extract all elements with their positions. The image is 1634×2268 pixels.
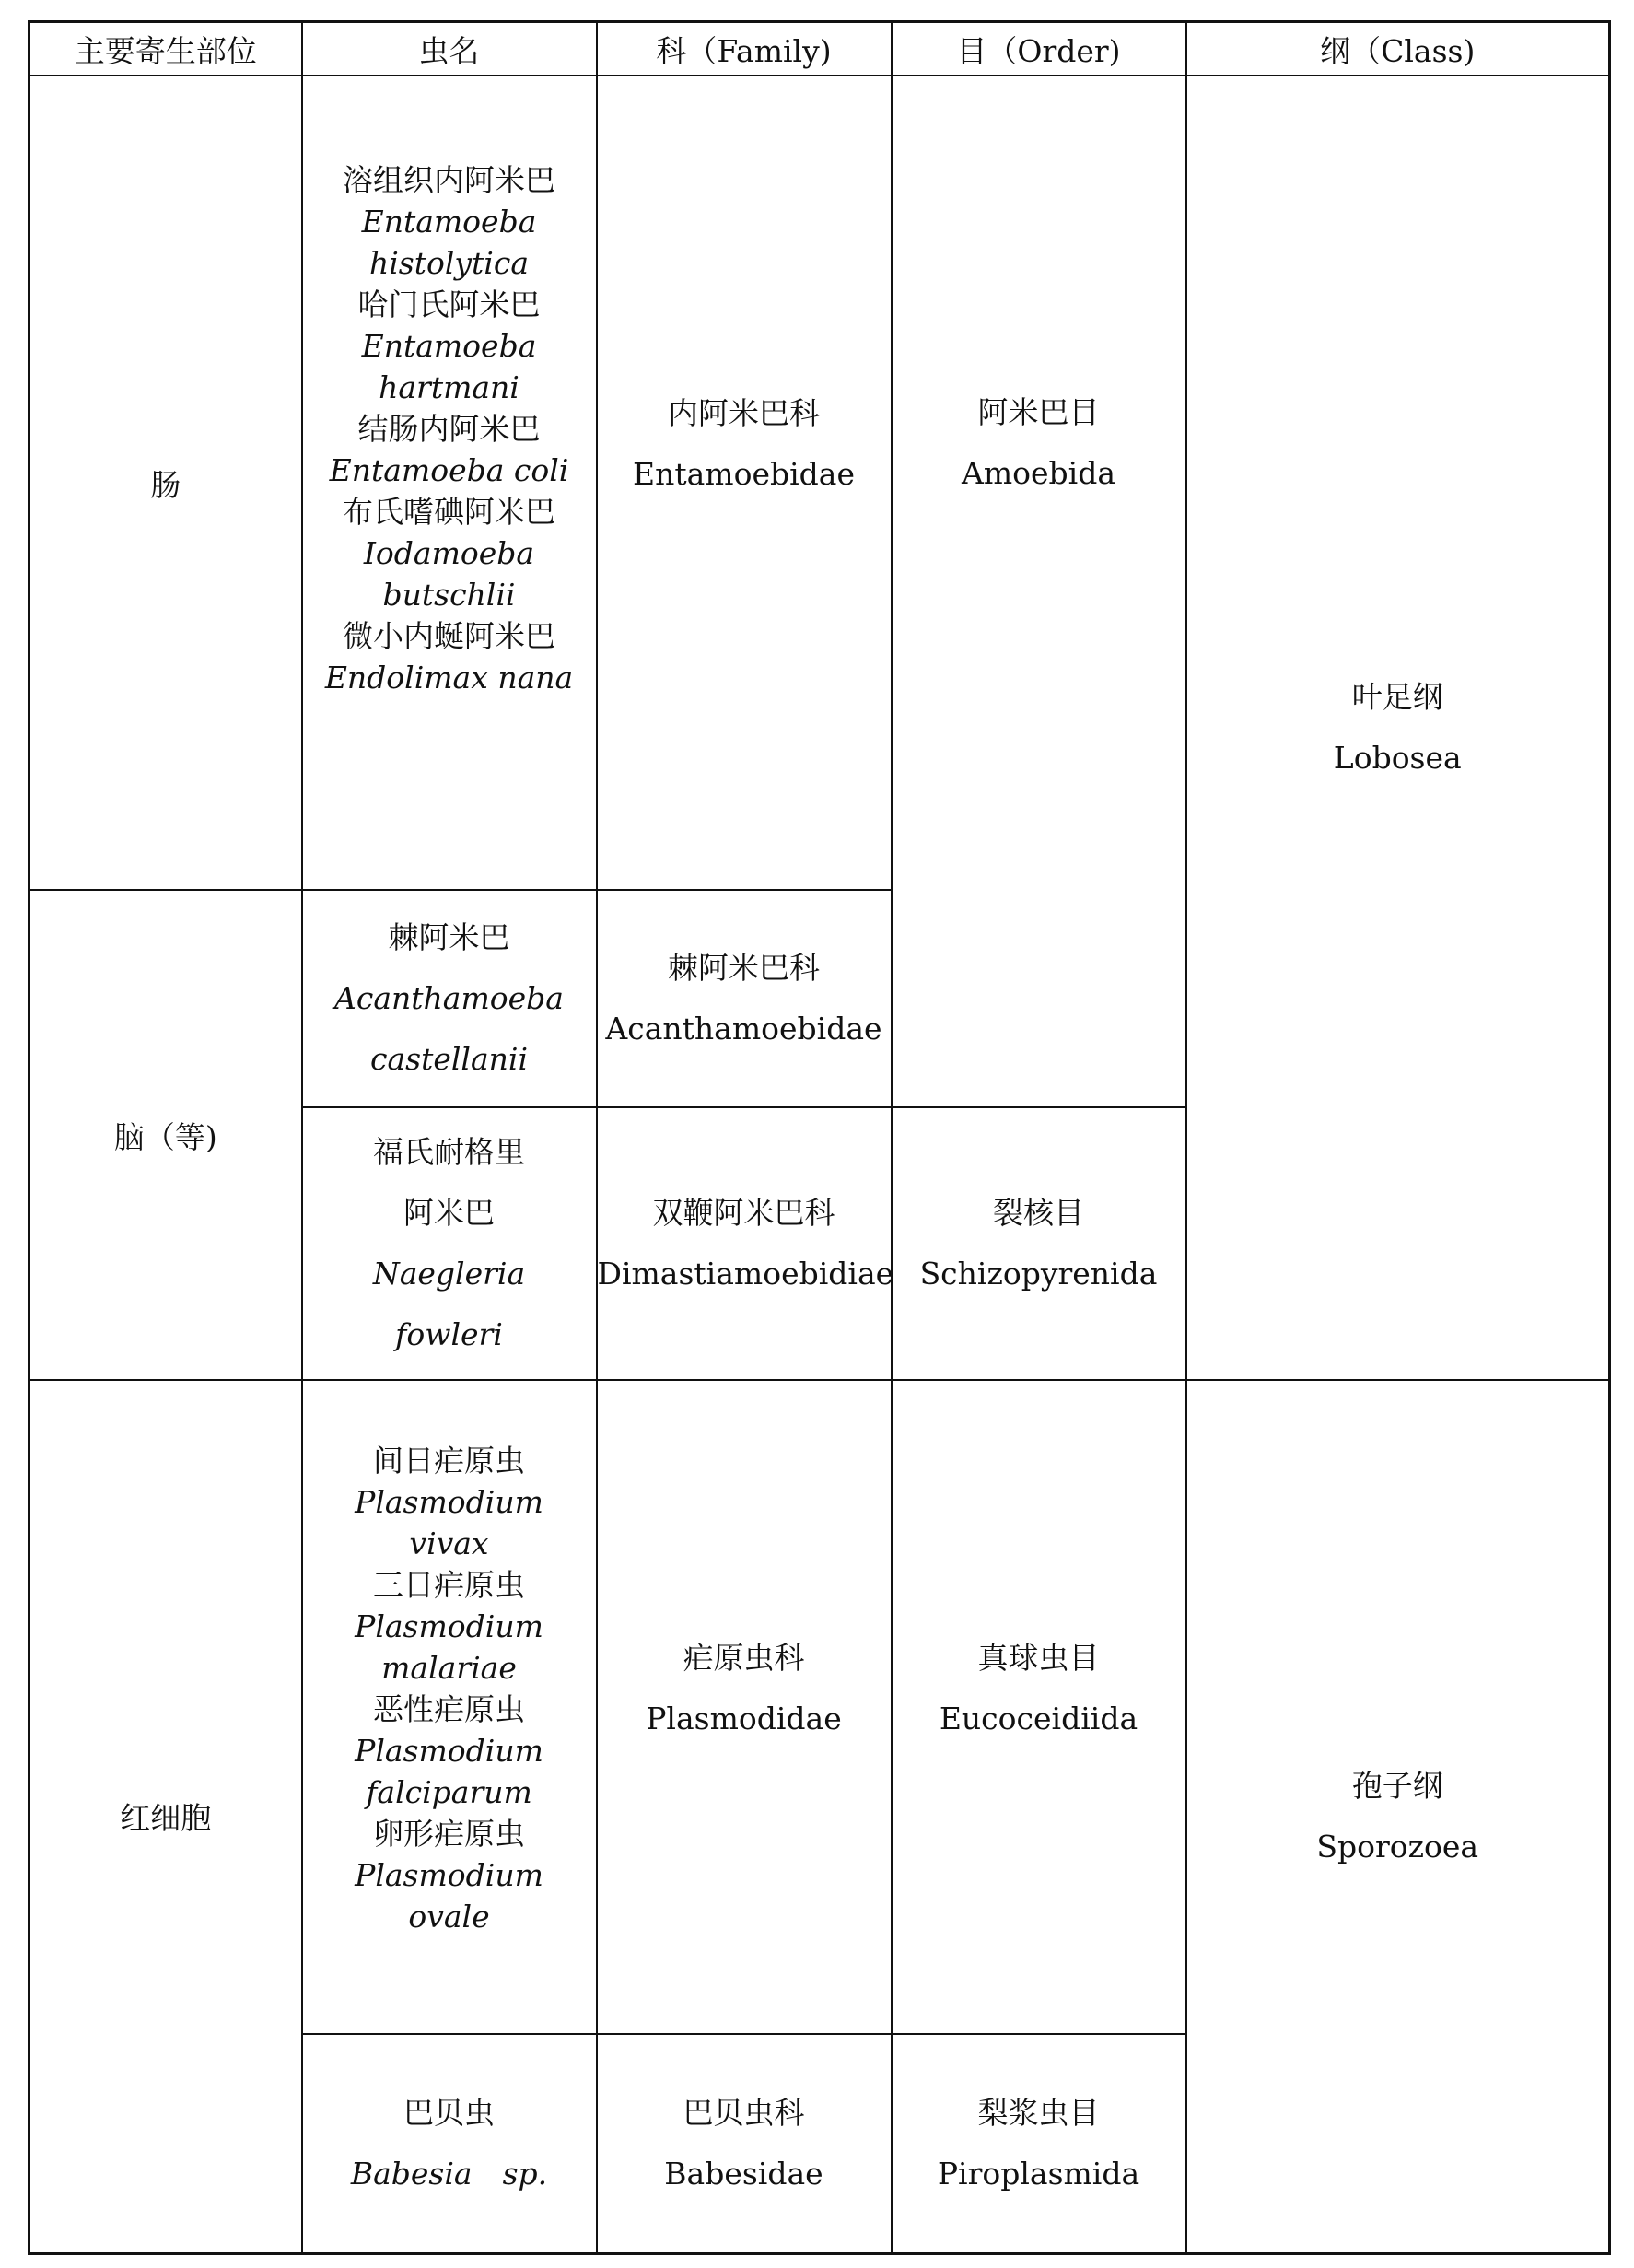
species-name-sci: Entamoeba coli xyxy=(329,451,569,488)
species-name-sci: ovale xyxy=(408,1899,490,1935)
header-family: 科（Family) xyxy=(597,22,892,76)
header-site: 主要寄生部位 xyxy=(29,22,302,76)
family-name: Dimastiamoebidiae xyxy=(597,1256,894,1292)
species-name-cn: 哈门氏阿米巴 xyxy=(357,286,541,322)
species-name-cn: 布氏嗜碘阿米巴 xyxy=(343,493,555,530)
class-cell xyxy=(1186,76,1610,1380)
species-cell xyxy=(302,76,597,890)
order-name: Piroplasmida xyxy=(937,2155,1140,2192)
order-cell xyxy=(892,1380,1186,2034)
species-name-cn: 棘阿米巴 xyxy=(388,919,510,955)
species-name-sci: Entamoeba xyxy=(361,203,537,240)
family-name-cn: 巴贝虫科 xyxy=(683,2094,805,2131)
table-row xyxy=(29,76,1610,890)
order-name: Amoebida xyxy=(962,455,1115,491)
header-order: 目（Order) xyxy=(892,22,1186,76)
species-name-sci: Plasmodium xyxy=(355,1608,543,1644)
species-name-cn: 结肠内阿米巴 xyxy=(357,410,541,447)
species-name-sci: Entamoeba xyxy=(361,327,537,364)
header-row xyxy=(29,22,1610,76)
header-species: 虫名 xyxy=(302,22,597,76)
class-name: Sporozoea xyxy=(1316,1828,1479,1865)
species-name-cn: 溶组织内阿米巴 xyxy=(343,161,555,198)
order-cell xyxy=(892,1107,1186,1380)
species-name-cn: 三日疟原虫 xyxy=(373,1567,525,1603)
species-name-cn: 阿米巴 xyxy=(403,1195,495,1231)
class-name-cn: 叶足纲 xyxy=(1351,679,1443,715)
order-cell xyxy=(892,2034,1186,2253)
family-name: Entamoebidae xyxy=(633,455,855,492)
family-cell xyxy=(597,2034,892,2253)
species-cell xyxy=(302,1380,597,2034)
order-name-cn: 裂核目 xyxy=(993,1195,1084,1231)
species-name-sci: Endolimax nana xyxy=(324,659,574,696)
species-name-cn: 恶性疟原虫 xyxy=(373,1691,525,1727)
species-name-sci: Plasmodium xyxy=(355,1733,543,1769)
family-cell xyxy=(597,1107,892,1380)
species-name-sci: fowleri xyxy=(395,1316,503,1352)
family-cell xyxy=(597,76,892,890)
species-name-cn: 微小内蜒阿米巴 xyxy=(343,617,555,654)
species-name-sci: histolytica xyxy=(368,244,530,281)
site-intestine: 肠 xyxy=(150,466,181,503)
species-name-sci: butschlii xyxy=(382,576,516,613)
order-name: Schizopyrenida xyxy=(919,1256,1158,1292)
species-name-sci: Acanthamoeba xyxy=(334,980,564,1016)
family-name-cn: 疟原虫科 xyxy=(683,1640,805,1676)
species-name-sci: Iodamoeba xyxy=(363,534,535,571)
class-name: Lobosea xyxy=(1333,740,1462,776)
site-brain: 脑（等) xyxy=(113,1118,217,1155)
parasite-classification-table xyxy=(28,20,1611,2255)
species-name-sci: castellanii xyxy=(369,1041,529,1077)
site-rbc: 红细胞 xyxy=(120,1800,212,1837)
species-name-sci: falciparum xyxy=(366,1774,532,1810)
species-name-sci: Plasmodium xyxy=(355,1857,543,1893)
family-name: Babesidae xyxy=(664,2155,823,2192)
order-cell xyxy=(892,76,1186,1107)
order-name-cn: 梨浆虫目 xyxy=(977,2094,1100,2131)
family-cell xyxy=(597,890,892,1107)
species-cell xyxy=(302,1107,597,1380)
order-name-cn: 真球虫目 xyxy=(977,1640,1100,1676)
species-name-sci: Babesia sp. xyxy=(350,2155,548,2192)
site-cell xyxy=(29,1380,302,2253)
species-name-sci: malariae xyxy=(381,1650,517,1686)
order-name: Eucoceidiida xyxy=(939,1701,1138,1736)
species-name-cn: 巴贝虫 xyxy=(403,2094,495,2131)
species-cell xyxy=(302,890,597,1107)
family-name-cn: 双鞭阿米巴科 xyxy=(652,1195,835,1231)
class-cell xyxy=(1186,1380,1610,2253)
species-cell xyxy=(302,2034,597,2253)
order-name-cn: 阿米巴目 xyxy=(977,394,1100,430)
species-name-sci: vivax xyxy=(409,1526,489,1561)
species-name-cn: 间日疟原虫 xyxy=(373,1443,525,1479)
table-row xyxy=(29,1380,1610,2034)
family-name-cn: 内阿米巴科 xyxy=(668,394,820,431)
site-cell xyxy=(29,76,302,890)
header-class: 纲（Class) xyxy=(1186,22,1610,76)
species-name-sci: Naegleria xyxy=(372,1256,526,1292)
family-name: Acanthamoebidae xyxy=(605,1011,882,1046)
family-cell xyxy=(597,1380,892,2034)
class-name-cn: 孢子纲 xyxy=(1351,1767,1443,1804)
species-name-cn: 福氏耐格里 xyxy=(373,1134,525,1170)
species-name-cn: 卵形疟原虫 xyxy=(373,1816,525,1852)
species-name-sci: hartmani xyxy=(379,368,519,405)
family-name-cn: 棘阿米巴科 xyxy=(668,950,820,986)
site-cell xyxy=(29,890,302,1380)
family-name: Plasmodidae xyxy=(646,1701,842,1736)
species-name-sci: Plasmodium xyxy=(355,1484,543,1520)
